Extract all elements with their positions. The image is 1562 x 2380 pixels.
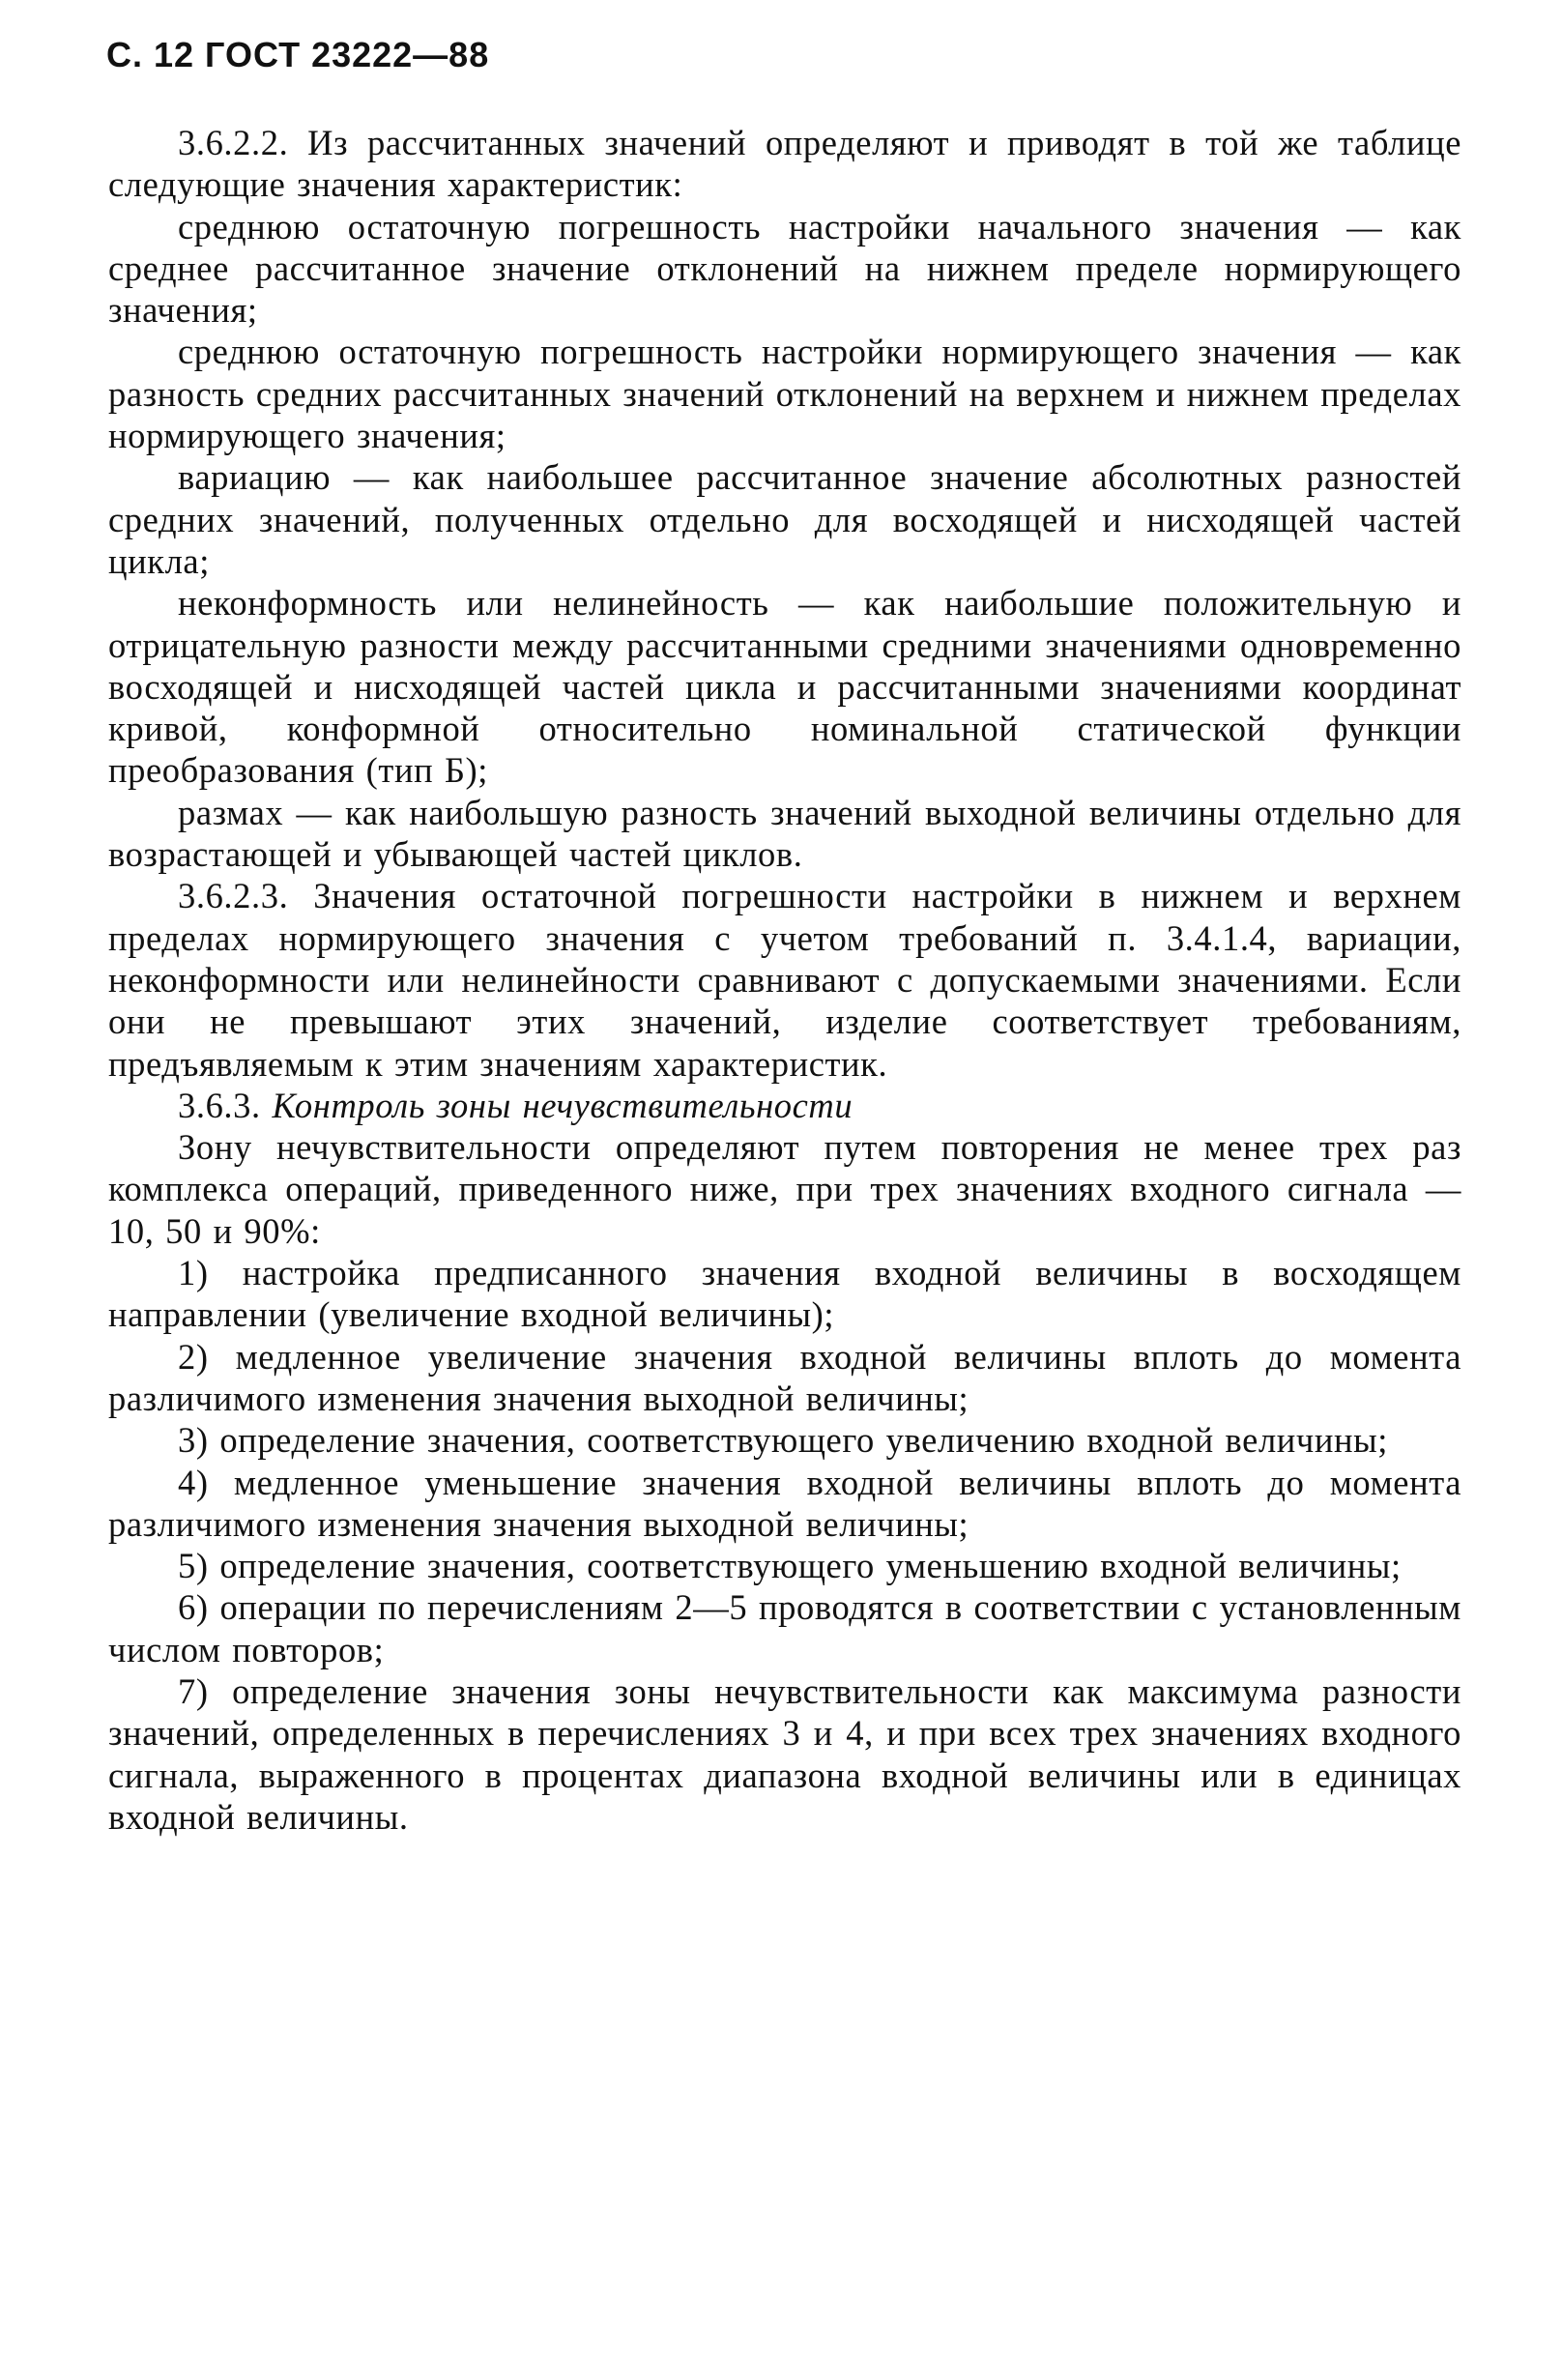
paragraph-3-6-2-2: 3.6.2.2. Из рассчитанных значений определяют и приводят в той же таблице следующие значения характеристик: <box>108 123 1461 205</box>
paragraph-nonconformity: неконформность или нелинейность — как наибольшие положительную и отрицательную разности между рассчитанными средними значениями одновременно восходящей и нисходящей частей цикла и рассчитанными значениями координат кривой, конформной относительно номинальной статической функции преобразования (тип Б); <box>108 583 1461 791</box>
page-header: С. 12 ГОСТ 23222—88 <box>106 35 490 74</box>
list-item-7: 7) определение значения зоны нечувствительности как максимума разности значений, определенных в перечислениях 3 и 4, и при всех трех значениях входного сигнала, выраженного в процентах диапазона входной величины или в единицах входной величины. <box>108 1670 1461 1837</box>
list-item-2: 2) медленное увеличение значения входной величины вплоть до момента различимого изменения значения выходной величины; <box>108 1336 1461 1418</box>
paragraph-variation: вариацию — как наибольшее рассчитанное значение абсолютных разностей средних значений, полученных отдельно для восходящей и нисходящей частей цикла; <box>108 457 1461 581</box>
section-number: 3.6.3. <box>178 1085 261 1125</box>
paragraph-residual-error-normalizing: среднюю остаточную погрешность настройки нормирующего значения — как разность средних рассчитанных значений отклонений на верхнем и нижнем пределах нормирующего значения; <box>108 332 1461 456</box>
document-body <box>108 122 1461 1838</box>
paragraph-residual-error-initial: среднюю остаточную погрешность настройки начального значения — как среднее рассчитанное значение отклонений на нижнем пределе нормирующего значения; <box>108 206 1461 331</box>
list-item-1: 1) настройка предписанного значения входной величины в восходящем направлении (увеличение входной величины); <box>108 1253 1461 1335</box>
intro-paragraph: Зону нечувствительности определяют путем повторения не менее трех раз комплекса операций, приведенного ниже, при трех значениях входного сигнала — 10, 50 и 90%: <box>108 1127 1461 1251</box>
section-heading-3-6-3 <box>108 1085 1461 1126</box>
list-item-4: 4) медленное уменьшение значения входной величины вплоть до момента различимого изменения значения выходной величины; <box>108 1462 1461 1544</box>
list-item-3: 3) определение значения, соответствующего увеличению входной величины; <box>178 1420 1388 1461</box>
list-item-6: 6) операции по перечислениям 2—5 проводятся в соответствии с установленным числом повторов; <box>108 1587 1461 1669</box>
paragraph-span: размах — как наибольшую разность значений выходной величины отдельно для возрастающей и убывающей частей циклов. <box>108 792 1461 875</box>
section-title: Контроль зоны нечувствительности <box>272 1085 853 1125</box>
list-item-5: 5) определение значения, соответствующего уменьшению входной величины; <box>178 1546 1402 1586</box>
paragraph-3-6-2-3: 3.6.2.3. Значения остаточной погрешности настройки в нижнем и верхнем пределах нормирующего значения с учетом требований п. 3.4.1.4, вариации, неконформности или нелинейности сравнивают с допускаемыми значениями. Если они не превышают этих значений, изделие соответствует требованиям, предъявляемым к этим значениям характеристик. <box>108 876 1461 1084</box>
